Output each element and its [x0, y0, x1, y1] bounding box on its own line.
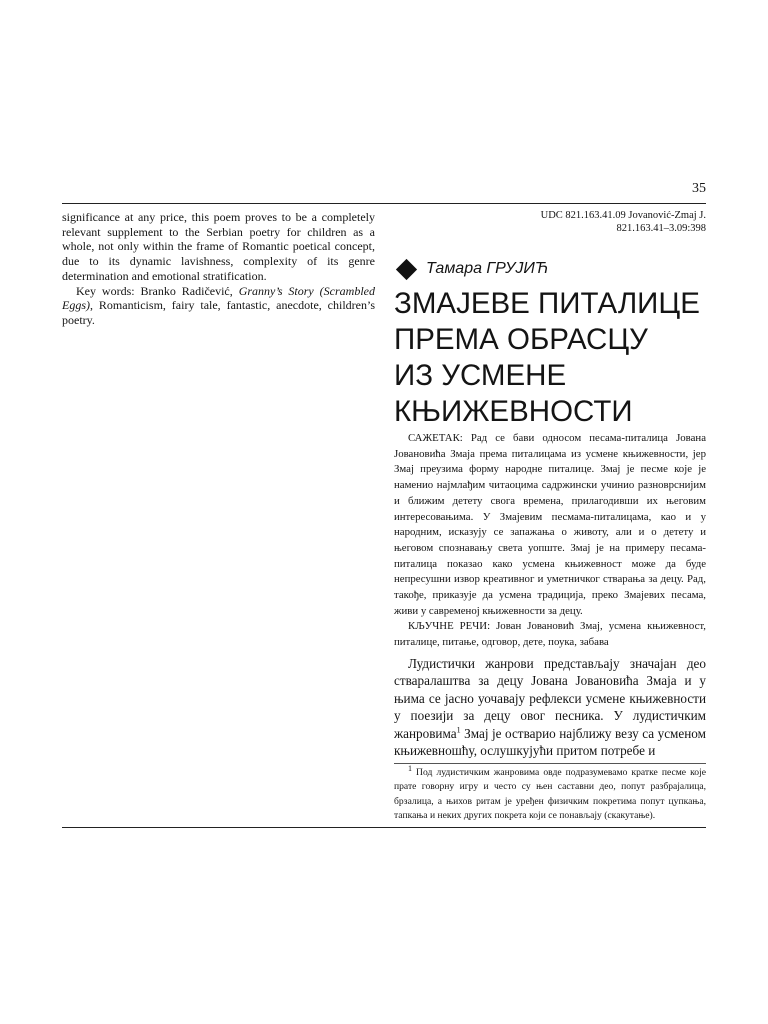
diamond-icon	[396, 258, 417, 279]
footnote	[394, 763, 706, 823]
body-text-part-1: Лудистички жанрови представљају значајан део стваралаштва за децу Јована Јовановића Змаја и у њима се јасно уочавају рефлекси усмене књижевности у поезији за децу овог песника. У лудистичким жанровима	[394, 656, 706, 741]
title-line: ЗМАЈЕВЕ ПИТАЛИЦЕ	[394, 287, 700, 320]
author-name: Тамара ГРУЈИЋ	[426, 260, 549, 277]
keywords-italic-title: Granny’s Story (Scrambled Eggs)	[62, 283, 375, 313]
author-line	[394, 257, 548, 281]
article-title	[394, 286, 714, 430]
udc-line-1: UDC 821.163.41.09 Jovanović-Zmaj J.	[540, 210, 706, 221]
title-line: ПРЕМА ОБРАСЦУ	[394, 323, 648, 356]
udc-code	[394, 210, 706, 235]
title-line: ИЗ УСМЕНЕ	[394, 359, 567, 392]
footnote-marker: 1	[408, 763, 412, 773]
footnote-reference: 1	[456, 725, 461, 735]
keywords-label: Key words: Branko Radičević,	[76, 283, 239, 298]
keywords-rest: , Romanticism, fairy tale, fantastic, anecdote, children’s poetry.	[62, 298, 375, 327]
title-line: КЊИЖЕВНОСТИ	[394, 395, 633, 428]
keywords-paragraph	[62, 284, 375, 328]
left-column	[62, 210, 375, 328]
body-paragraph	[394, 655, 706, 759]
footnote-text: Под лудистичким жанровима овде подразумевамо кратке песме које прате говорну игру и често су њен саставни део, попут разбрајалица, брзалица, а њихов ритам је уређен физичким покретима попут цупкања, тапкања и неких других покрета који се понављају (скакутање).	[394, 767, 706, 821]
body-text	[394, 655, 706, 759]
udc-line-2: 821.163.41–3.09:398	[616, 222, 706, 234]
abstract-continuation: significance at any price, this poem proves to be a completely relevant supplement to the Serbian poetry for children as a whole, not only within the frame of Romantic poetical concept, due to its dynamic lavishness, complexity of its genre determination and emotional stratification.	[62, 210, 375, 283]
abstract	[394, 431, 706, 651]
bottom-rule	[62, 827, 706, 828]
abstract-keywords: КЉУЧНЕ РЕЧИ: Јован Јовановић Змај, усмена књижевност, питалице, питање, одговор, дете, поука, забава	[394, 620, 706, 649]
footnote-rule	[394, 763, 706, 764]
abstract-summary: САЖЕТАК: Рад се бави односом песама-питалица Јована Јовановића Змаја према питалицама из усмене књижевности, јер Змај преузима форму народне питалице. Змај је песме које је наменио најмлађим читаоцима садржински учинио разноврснијим и ближим детету свога времена, прилагодивши их његовим интересовањима. У Змајевим песмама-питалицама, као и у народним, исказују се запажања о животу, али и о детету и његовом спознавању света уопште. Змај је на примеру песама-питалица показао како усмена књижевност може да буде непресушни извор креативног и уметничког стварања за децу. Рад, такође, приказује да усмена традиција, преко Змајевих песама, живи у савременој књижевности за децу.	[394, 432, 706, 617]
top-rule	[62, 203, 706, 204]
body-text-part-2: Змај је остварио најближу везу са усменом књижевношћу, ослушкујући притом потребе и	[394, 725, 706, 759]
footnote-paragraph	[394, 763, 706, 823]
page-number: 35	[692, 181, 706, 196]
right-column	[394, 210, 706, 821]
